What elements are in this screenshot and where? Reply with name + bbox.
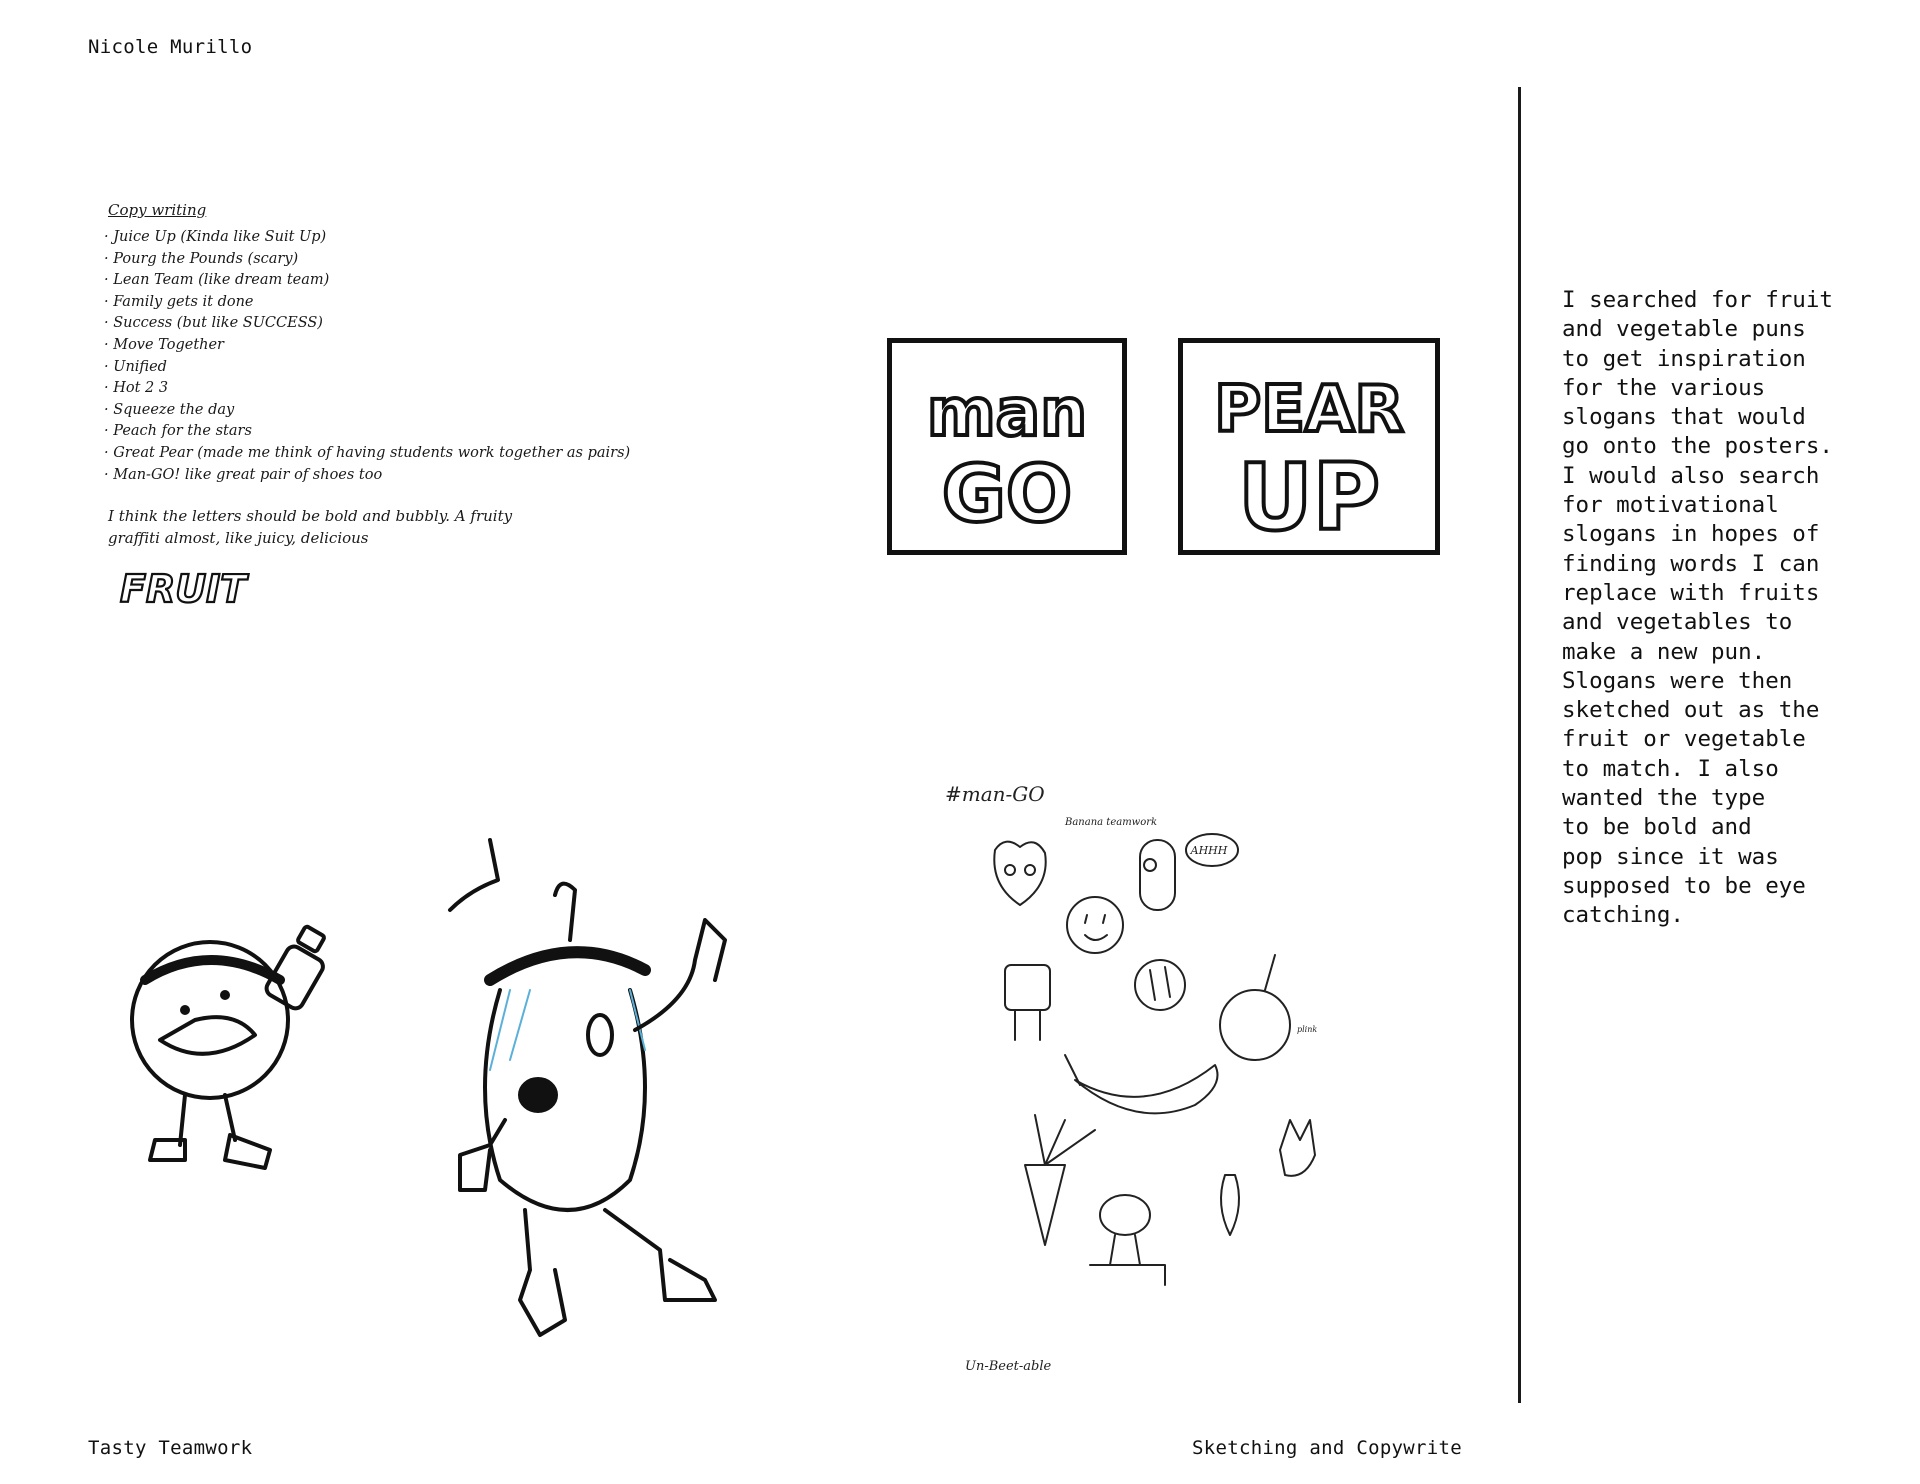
- lettering-word-top: man: [926, 374, 1088, 451]
- orange-character-sketch: [115, 910, 355, 1170]
- list-item: · Peach for the stars: [104, 421, 630, 443]
- process-description: I searched for fruit and vegetable puns to get inspiration for the various slogans that would go onto the posters. I would also search for motivational slogans in hopes of finding words I can replace with fruits and vegetables to make a new pun. Slogans were then sketched out as the fruit or vegetable to match. I also wanted the type to be bold and pop since it was supposed to be eye catching.: [1562, 287, 1833, 929]
- list-item: · Great Pear (made me think of having students work together as pairs): [104, 443, 630, 465]
- list-item: · Pourg the Pounds (scary): [104, 249, 630, 271]
- lettering-word-top: PEAR: [1214, 373, 1404, 447]
- fruit-characters-sketch-sheet: [945, 775, 1345, 1375]
- lettering-word-bottom: GO: [941, 450, 1073, 540]
- sheet-caption: Un-Beet-able: [965, 1359, 1052, 1374]
- fruit-word-art: [116, 560, 286, 620]
- sheet-subtitle: Banana teamwork: [1065, 817, 1158, 828]
- list-item: · Move Together: [104, 335, 630, 357]
- list-item: · Man-GO! like great pair of shoes too: [104, 465, 630, 487]
- lettering-box-pear-up: [1178, 338, 1440, 555]
- notes-paragraph: I think the letters should be bold and bubbly. A fruity graffiti almost, like juicy, delicious: [108, 507, 513, 547]
- notes-list: [104, 227, 630, 486]
- list-item: · Hot 2 3: [104, 378, 630, 400]
- small-sound-label: plink: [1297, 1025, 1318, 1034]
- eggplant-character-sketch: [430, 830, 740, 1350]
- list-item: · Success (but like SUCCESS): [104, 313, 630, 335]
- section-title: Sketching and Copywrite: [1192, 1437, 1462, 1459]
- lettering-word-bottom: UP: [1237, 444, 1381, 550]
- list-item: · Lean Team (like dream team): [104, 270, 630, 292]
- list-item: · Family gets it done: [104, 292, 630, 314]
- vertical-divider: [1518, 87, 1521, 1403]
- notes-heading: Copy writing: [108, 201, 207, 219]
- author-name: Nicole Murillo: [88, 36, 253, 58]
- speech-bubble-text: AHHH: [1190, 844, 1228, 857]
- lettering-box-mango: [887, 338, 1127, 555]
- project-title: Tasty Teamwork: [88, 1437, 253, 1459]
- list-item: · Unified: [104, 357, 630, 379]
- list-item: · Squeeze the day: [104, 400, 630, 422]
- copywriting-notes-sketch: [100, 195, 700, 615]
- fruit-word-art-text: FRUIT: [120, 567, 247, 611]
- sheet-title: #man-GO: [945, 782, 1045, 806]
- list-item: · Juice Up (Kinda like Suit Up): [104, 227, 630, 249]
